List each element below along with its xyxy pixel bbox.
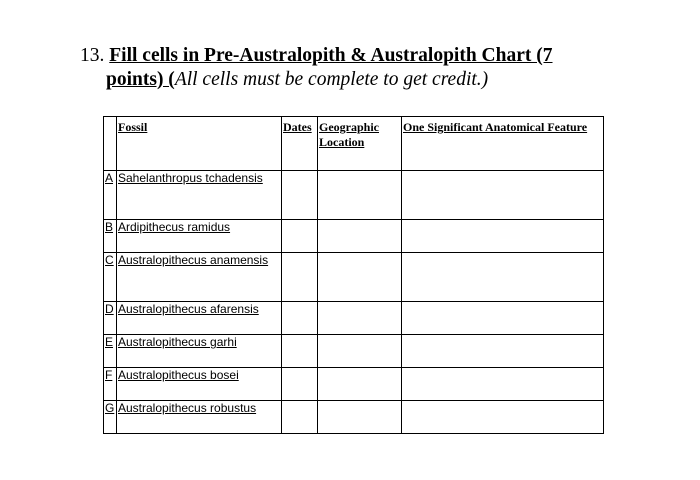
row-letter: A <box>104 171 117 220</box>
feature-cell[interactable] <box>402 368 604 401</box>
fossil-name <box>117 220 282 253</box>
header-letter-cell <box>104 117 117 171</box>
row-letter: E <box>104 335 117 368</box>
header-dates: Dates <box>282 117 318 171</box>
location-cell[interactable] <box>318 171 402 220</box>
row-letter: C <box>104 253 117 302</box>
dates-cell[interactable] <box>282 335 318 368</box>
question-note: All cells must be complete to get credit.) <box>174 69 489 90</box>
fossil-name <box>117 253 282 302</box>
table-row <box>104 401 604 434</box>
question-prompt <box>80 44 680 92</box>
fossil-name <box>117 302 282 335</box>
dates-cell[interactable] <box>282 401 318 434</box>
question-title-line-2: points) ( <box>106 69 175 90</box>
location-cell[interactable] <box>318 335 402 368</box>
fossil-name-text: Australopithecus robustus <box>118 401 257 415</box>
dates-cell[interactable] <box>282 368 318 401</box>
location-cell[interactable] <box>318 253 402 302</box>
row-letter: G <box>104 401 117 434</box>
feature-cell[interactable] <box>402 220 604 253</box>
feature-cell[interactable] <box>402 335 604 368</box>
australopith-chart <box>103 116 604 434</box>
location-cell[interactable] <box>318 368 402 401</box>
table-row <box>104 335 604 368</box>
row-letter: F <box>104 368 117 401</box>
fossil-name-text: Australopithecus bosei <box>118 368 239 382</box>
fossil-name <box>117 368 282 401</box>
feature-cell[interactable] <box>402 401 604 434</box>
table-row <box>104 220 604 253</box>
table-row <box>104 253 604 302</box>
location-cell[interactable] <box>318 401 402 434</box>
feature-cell[interactable] <box>402 302 604 335</box>
question-title-line-1: Fill cells in Pre-Australopith & Australopith Chart (7 <box>109 45 553 66</box>
fossil-name <box>117 335 282 368</box>
table-row <box>104 302 604 335</box>
fossil-name-text: Australopithecus anamensis <box>118 253 269 267</box>
fossil-name <box>117 171 282 220</box>
dates-cell[interactable] <box>282 220 318 253</box>
row-letter: B <box>104 220 117 253</box>
feature-cell[interactable] <box>402 253 604 302</box>
header-fossil: Fossil <box>117 117 282 171</box>
location-cell[interactable] <box>318 302 402 335</box>
table-row <box>104 171 604 220</box>
feature-cell[interactable] <box>402 171 604 220</box>
fossil-name-text: Ardipithecus ramidus <box>118 220 231 234</box>
row-letter: D <box>104 302 117 335</box>
question-line-1 <box>80 44 680 68</box>
table-header-row <box>104 117 604 171</box>
table-row <box>104 368 604 401</box>
fossil-name <box>117 401 282 434</box>
dates-cell[interactable] <box>282 253 318 302</box>
header-geographic-location: Geographic Location <box>318 117 402 171</box>
fossil-name-text: Australopithecus afarensis <box>118 302 259 316</box>
location-cell[interactable] <box>318 220 402 253</box>
dates-cell[interactable] <box>282 171 318 220</box>
dates-cell[interactable] <box>282 302 318 335</box>
fossil-name-text: Sahelanthropus tchadensis <box>118 171 263 185</box>
fossil-name-text: Australopithecus garhi <box>118 335 237 349</box>
question-number: 13. <box>80 45 105 66</box>
question-line-2 <box>80 68 680 92</box>
header-anatomical-feature: One Significant Anatomical Feature <box>402 117 604 171</box>
